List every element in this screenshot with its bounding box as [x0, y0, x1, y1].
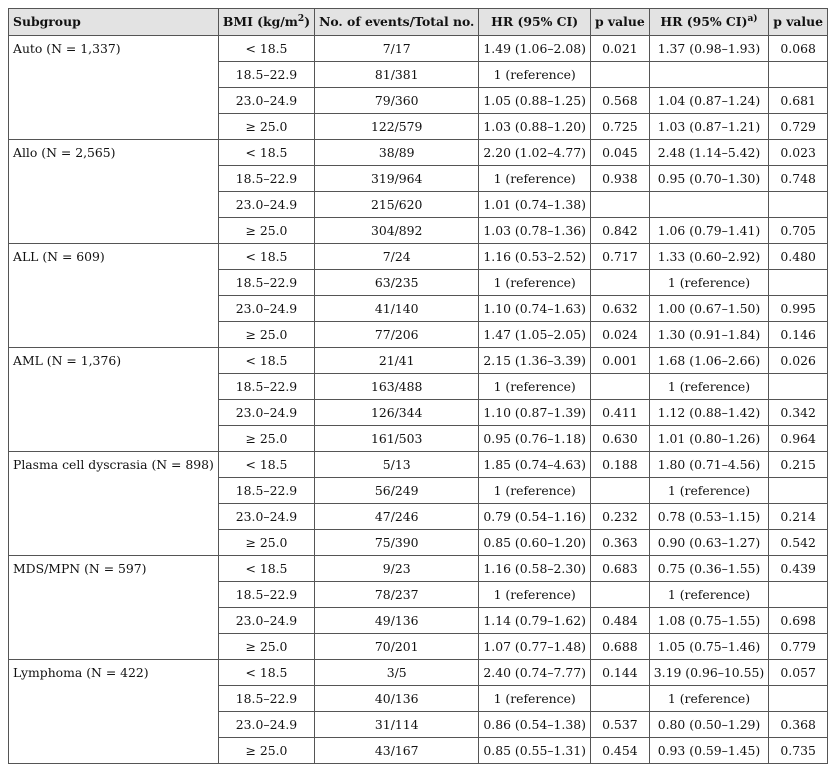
adjusted-hr-footnote-mark: a): [747, 13, 758, 24]
hr-header: HR (95% CI): [479, 9, 591, 36]
hr-cell: 0.79 (0.54–1.16): [479, 504, 591, 530]
p-value-cell: 0.568: [590, 88, 649, 114]
subgroup-cell: Auto (N = 1,337): [9, 36, 219, 140]
adjusted-p-value-cell: 0.964: [769, 426, 828, 452]
adjusted-p-value-cell: [769, 374, 828, 400]
adjusted-p-value-cell: [769, 582, 828, 608]
events-cell: 49/136: [315, 608, 479, 634]
hr-cell: 1.03 (0.78–1.36): [479, 218, 591, 244]
bmi-cell: 23.0–24.9: [218, 504, 314, 530]
events-cell: 38/89: [315, 140, 479, 166]
bmi-hr-table: [8, 8, 828, 764]
hr-cell: 1 (reference): [479, 62, 591, 88]
bmi-cell: 23.0–24.9: [218, 608, 314, 634]
p-value-cell: [590, 270, 649, 296]
hr-cell: 1.85 (0.74–4.63): [479, 452, 591, 478]
events-header: No. of events/Total no.: [315, 9, 479, 36]
bmi-cell: ≥ 25.0: [218, 738, 314, 764]
p-value-cell: 0.188: [590, 452, 649, 478]
subgroup-cell: MDS/MPN (N = 597): [9, 556, 219, 660]
adjusted-p-value-cell: 0.542: [769, 530, 828, 556]
bmi-cell: ≥ 25.0: [218, 530, 314, 556]
hr-cell: 1.01 (0.74–1.38): [479, 192, 591, 218]
p-value-cell: 0.024: [590, 322, 649, 348]
bmi-cell: 23.0–24.9: [218, 192, 314, 218]
events-cell: 70/201: [315, 634, 479, 660]
p-value-cell: 0.045: [590, 140, 649, 166]
events-cell: 319/964: [315, 166, 479, 192]
p-value-cell: 0.938: [590, 166, 649, 192]
adjusted-p-value-cell: [769, 478, 828, 504]
adjusted-hr-cell: 1.08 (0.75–1.55): [649, 608, 768, 634]
events-cell: 31/114: [315, 712, 479, 738]
events-cell: 21/41: [315, 348, 479, 374]
hr-cell: 1.47 (1.05–2.05): [479, 322, 591, 348]
events-cell: 122/579: [315, 114, 479, 140]
adjusted-hr-cell: 1.00 (0.67–1.50): [649, 296, 768, 322]
events-cell: 47/246: [315, 504, 479, 530]
p-value-cell: 0.717: [590, 244, 649, 270]
p-value-cell: 0.688: [590, 634, 649, 660]
adjusted-p-value-cell: 0.023: [769, 140, 828, 166]
adjusted-hr-cell: 1.01 (0.80–1.26): [649, 426, 768, 452]
bmi-cell: 23.0–24.9: [218, 712, 314, 738]
table-body: [9, 36, 828, 764]
adjusted-hr-cell: 1 (reference): [649, 582, 768, 608]
adjusted-p-value-cell: [769, 62, 828, 88]
hr-cell: 2.40 (0.74–7.77): [479, 660, 591, 686]
adjusted-p-value-cell: 0.779: [769, 634, 828, 660]
p-value-cell: 0.683: [590, 556, 649, 582]
table-row: [9, 660, 828, 686]
adjusted-hr-cell: 1.80 (0.71–4.56): [649, 452, 768, 478]
events-cell: 126/344: [315, 400, 479, 426]
p-value-cell: 0.021: [590, 36, 649, 62]
bmi-cell: < 18.5: [218, 660, 314, 686]
p-value-cell: [590, 62, 649, 88]
p-value-cell: [590, 374, 649, 400]
p-value-cell: [590, 478, 649, 504]
bmi-cell: < 18.5: [218, 556, 314, 582]
events-cell: 9/23: [315, 556, 479, 582]
table-row: [9, 140, 828, 166]
bmi-cell: 18.5–22.9: [218, 582, 314, 608]
adjusted-hr-cell: 1.12 (0.88–1.42): [649, 400, 768, 426]
events-cell: 7/24: [315, 244, 479, 270]
p-value-cell: 0.144: [590, 660, 649, 686]
bmi-cell: 18.5–22.9: [218, 478, 314, 504]
table-header: [9, 9, 828, 36]
adjusted-p-value-cell: 0.995: [769, 296, 828, 322]
adjusted-hr-cell: 1.04 (0.87–1.24): [649, 88, 768, 114]
bmi-header-text: BMI (kg/m: [222, 14, 298, 29]
hr-cell: 1.10 (0.74–1.63): [479, 296, 591, 322]
adjusted-p-value-cell: 0.068: [769, 36, 828, 62]
hr-cell: 1.49 (1.06–2.08): [479, 36, 591, 62]
hr-cell: 0.95 (0.76–1.18): [479, 426, 591, 452]
adjusted-p-value-cell: 0.057: [769, 660, 828, 686]
adjusted-hr-cell: 0.80 (0.50–1.29): [649, 712, 768, 738]
hr-cell: 1.16 (0.53–2.52): [479, 244, 591, 270]
bmi-cell: ≥ 25.0: [218, 322, 314, 348]
adjusted-p-value-cell: 0.368: [769, 712, 828, 738]
bmi-header: [218, 9, 314, 36]
adjusted-hr-cell: 0.90 (0.63–1.27): [649, 530, 768, 556]
hr-cell: 1.10 (0.87–1.39): [479, 400, 591, 426]
p-value-cell: 0.842: [590, 218, 649, 244]
hr-cell: 2.20 (1.02–4.77): [479, 140, 591, 166]
adjusted-hr-cell: 1 (reference): [649, 686, 768, 712]
bmi-cell: < 18.5: [218, 36, 314, 62]
adjusted-hr-cell: 0.95 (0.70–1.30): [649, 166, 768, 192]
hr-cell: 0.85 (0.60–1.20): [479, 530, 591, 556]
subgroup-cell: Plasma cell dyscrasia (N = 898): [9, 452, 219, 556]
bmi-cell: 23.0–24.9: [218, 400, 314, 426]
bmi-cell: 18.5–22.9: [218, 374, 314, 400]
adjusted-hr-cell: 1 (reference): [649, 374, 768, 400]
bmi-cell: 18.5–22.9: [218, 166, 314, 192]
hr-cell: 2.15 (1.36–3.39): [479, 348, 591, 374]
hr-cell: 0.85 (0.55–1.31): [479, 738, 591, 764]
adjusted-hr-cell: 1.30 (0.91–1.84): [649, 322, 768, 348]
hr-cell: 0.86 (0.54–1.38): [479, 712, 591, 738]
table-row: [9, 244, 828, 270]
bmi-cell: ≥ 25.0: [218, 218, 314, 244]
adjusted-hr-cell: 3.19 (0.96–10.55): [649, 660, 768, 686]
bmi-cell: 23.0–24.9: [218, 296, 314, 322]
adjusted-hr-cell: [649, 62, 768, 88]
hr-cell: 1 (reference): [479, 270, 591, 296]
adjusted-p-value-cell: [769, 686, 828, 712]
adjusted-hr-cell: 1.03 (0.87–1.21): [649, 114, 768, 140]
hr-cell: 1 (reference): [479, 686, 591, 712]
header-row: [9, 9, 828, 36]
events-cell: 40/136: [315, 686, 479, 712]
adjusted-hr-cell: [649, 192, 768, 218]
adjusted-hr-cell: 0.75 (0.36–1.55): [649, 556, 768, 582]
hr-cell: 1.07 (0.77–1.48): [479, 634, 591, 660]
p-value-cell: 0.630: [590, 426, 649, 452]
table-container: [8, 8, 828, 764]
adjusted-hr-cell: 1.68 (1.06–2.66): [649, 348, 768, 374]
events-cell: 81/381: [315, 62, 479, 88]
bmi-cell: 18.5–22.9: [218, 62, 314, 88]
bmi-cell: < 18.5: [218, 348, 314, 374]
p-value-cell: 0.411: [590, 400, 649, 426]
adjusted-p-value-cell: 0.214: [769, 504, 828, 530]
events-cell: 78/237: [315, 582, 479, 608]
subgroup-cell: Allo (N = 2,565): [9, 140, 219, 244]
events-cell: 163/488: [315, 374, 479, 400]
adjusted-p-value-cell: 0.681: [769, 88, 828, 114]
bmi-cell: < 18.5: [218, 244, 314, 270]
bmi-cell: 18.5–22.9: [218, 686, 314, 712]
table-row: [9, 36, 828, 62]
events-cell: 63/235: [315, 270, 479, 296]
subgroup-header: Subgroup: [9, 9, 219, 36]
adjusted-hr-cell: 1.33 (0.60–2.92): [649, 244, 768, 270]
adjusted-p-value-cell: [769, 192, 828, 218]
adjusted-hr-cell: 1 (reference): [649, 270, 768, 296]
events-cell: 56/249: [315, 478, 479, 504]
adjusted-p-value-cell: 0.342: [769, 400, 828, 426]
bmi-cell: ≥ 25.0: [218, 634, 314, 660]
hr-cell: 1 (reference): [479, 478, 591, 504]
p-value-cell: 0.537: [590, 712, 649, 738]
table-row: [9, 556, 828, 582]
bmi-cell: 23.0–24.9: [218, 88, 314, 114]
hr-cell: 1.05 (0.88–1.25): [479, 88, 591, 114]
hr-cell: 1.03 (0.88–1.20): [479, 114, 591, 140]
p-value-cell: [590, 192, 649, 218]
events-cell: 75/390: [315, 530, 479, 556]
hr-cell: 1.16 (0.58–2.30): [479, 556, 591, 582]
bmi-header-superscript: 2: [297, 13, 305, 24]
p-value-cell: 0.454: [590, 738, 649, 764]
bmi-header-close: ): [304, 14, 311, 29]
adjusted-p-value-cell: 0.480: [769, 244, 828, 270]
adjusted-p-value-cell: 0.215: [769, 452, 828, 478]
bmi-cell: 18.5–22.9: [218, 270, 314, 296]
adjusted-hr-cell: 1.06 (0.79–1.41): [649, 218, 768, 244]
adjusted-hr-cell: 0.78 (0.53–1.15): [649, 504, 768, 530]
hr-cell: 1 (reference): [479, 166, 591, 192]
events-cell: 41/140: [315, 296, 479, 322]
subgroup-cell: Lymphoma (N = 422): [9, 660, 219, 764]
bmi-cell: ≥ 25.0: [218, 426, 314, 452]
p-value-cell: 0.484: [590, 608, 649, 634]
subgroup-cell: AML (N = 1,376): [9, 348, 219, 452]
adjusted-p-value-cell: 0.735: [769, 738, 828, 764]
events-cell: 79/360: [315, 88, 479, 114]
adjusted-hr-cell: 0.93 (0.59–1.45): [649, 738, 768, 764]
adjusted-p-value-cell: 0.748: [769, 166, 828, 192]
subgroup-cell: ALL (N = 609): [9, 244, 219, 348]
adjusted-hr-header: [649, 9, 768, 36]
adjusted-p-value-cell: 0.705: [769, 218, 828, 244]
adjusted-hr-header-text: HR (95% CI): [660, 14, 748, 29]
table-row: [9, 452, 828, 478]
events-cell: 3/5: [315, 660, 479, 686]
p-value-cell: 0.001: [590, 348, 649, 374]
p-value-cell: [590, 686, 649, 712]
adjusted-p-value-cell: 0.439: [769, 556, 828, 582]
hr-cell: 1 (reference): [479, 374, 591, 400]
p-value-cell: 0.632: [590, 296, 649, 322]
p-value-cell: 0.725: [590, 114, 649, 140]
bmi-cell: ≥ 25.0: [218, 114, 314, 140]
hr-cell: 1.14 (0.79–1.62): [479, 608, 591, 634]
adjusted-p-value-cell: 0.026: [769, 348, 828, 374]
events-cell: 5/13: [315, 452, 479, 478]
events-cell: 161/503: [315, 426, 479, 452]
adjusted-p-value-cell: 0.698: [769, 608, 828, 634]
adjusted-hr-cell: 2.48 (1.14–5.42): [649, 140, 768, 166]
bmi-cell: < 18.5: [218, 140, 314, 166]
bmi-cell: < 18.5: [218, 452, 314, 478]
adjusted-hr-cell: 1 (reference): [649, 478, 768, 504]
adjusted-hr-cell: 1.05 (0.75–1.46): [649, 634, 768, 660]
events-cell: 77/206: [315, 322, 479, 348]
adjusted-p-value-cell: [769, 270, 828, 296]
events-cell: 7/17: [315, 36, 479, 62]
p-value-header: p value: [590, 9, 649, 36]
table-row: [9, 348, 828, 374]
events-cell: 304/892: [315, 218, 479, 244]
adjusted-p-value-header: p value: [769, 9, 828, 36]
events-cell: 215/620: [315, 192, 479, 218]
adjusted-p-value-cell: 0.146: [769, 322, 828, 348]
adjusted-hr-cell: 1.37 (0.98–1.93): [649, 36, 768, 62]
events-cell: 43/167: [315, 738, 479, 764]
hr-cell: 1 (reference): [479, 582, 591, 608]
p-value-cell: 0.232: [590, 504, 649, 530]
adjusted-p-value-cell: 0.729: [769, 114, 828, 140]
p-value-cell: [590, 582, 649, 608]
p-value-cell: 0.363: [590, 530, 649, 556]
